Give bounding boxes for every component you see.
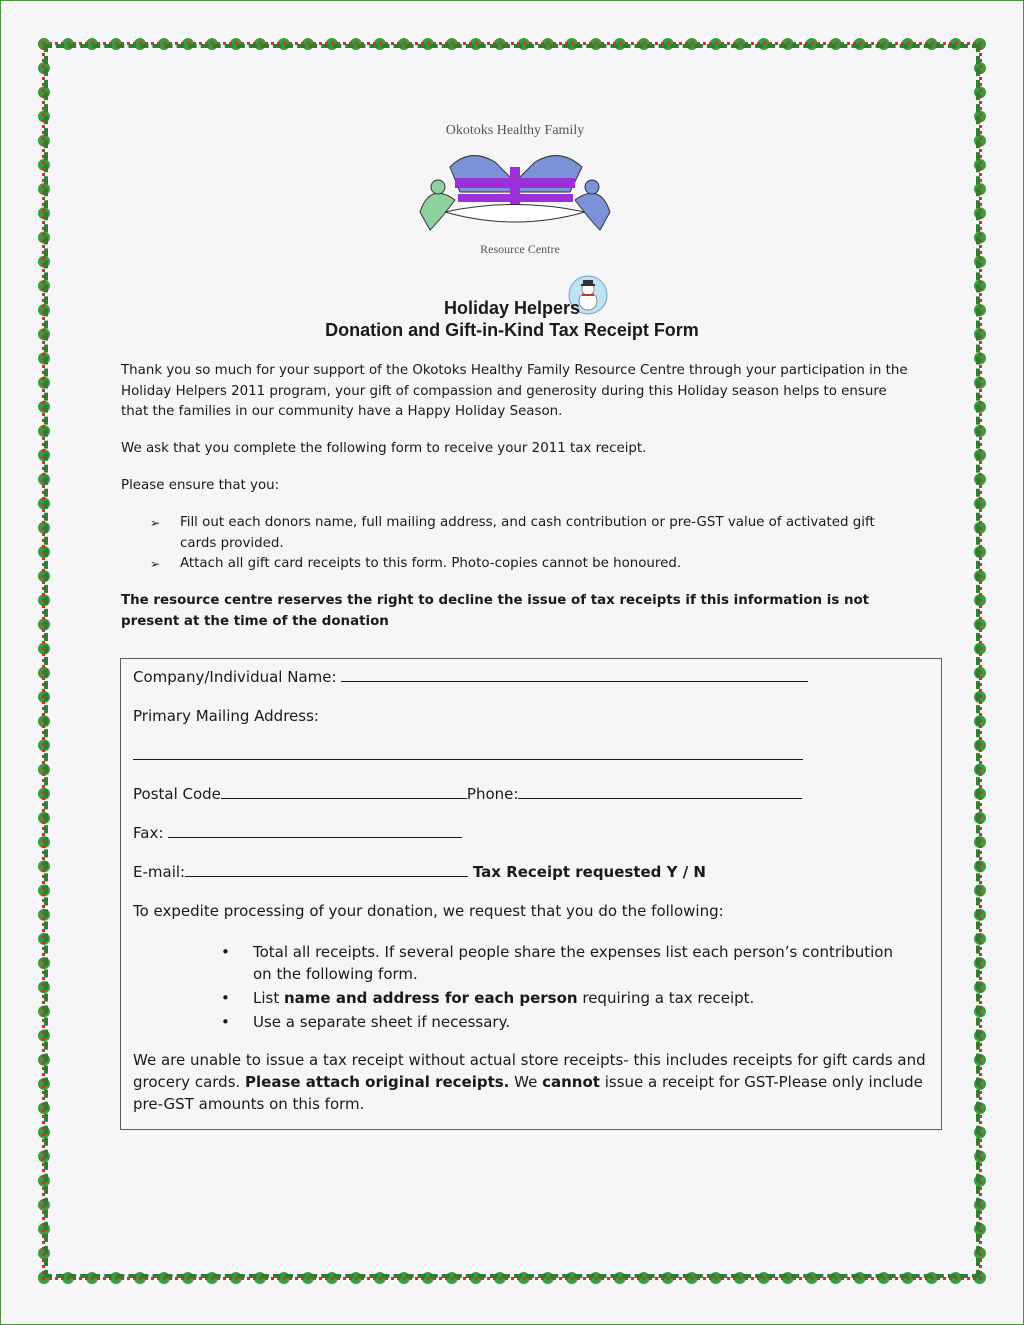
donation-form <box>120 658 942 1130</box>
list-item-bold: name and address for each person <box>284 989 578 1007</box>
arrowhead-bullet-icon: ➢ <box>150 516 161 530</box>
list-item <box>150 513 890 554</box>
fax-row <box>133 822 462 844</box>
ask-paragraph: We ask that you complete the following form to receive your 2011 tax receipt. <box>121 441 647 456</box>
page-title: Holiday Helpers <box>443 298 581 318</box>
bullet-icon: • <box>221 1013 230 1031</box>
closing-bold: cannot <box>542 1073 600 1091</box>
list-item <box>150 554 890 575</box>
name-row <box>133 666 808 688</box>
email-field[interactable] <box>185 861 468 877</box>
logo-icon <box>410 112 620 262</box>
expedite-text: To expedite processing of your donation, we request that you do the following: <box>133 902 724 920</box>
closing-text: We are unable to issue a tax receipt without actual store receipts- this includes receipts for gift cards and grocery cards. <box>133 1051 926 1091</box>
email-label: E-mail: <box>133 863 186 881</box>
closing-text: We <box>509 1073 543 1091</box>
name-label: Company/Individual Name: <box>133 668 337 686</box>
closing-text: issue a receipt for GST-Please only include pre-GST amounts on this form. <box>133 1073 923 1113</box>
list-item-text: Attach all gift card receipts to this form. Photo-copies cannot be honoured. <box>180 556 682 571</box>
address-label: Primary Mailing Address: <box>133 707 319 725</box>
logo-top-text: Okotoks Healthy Family <box>445 123 585 138</box>
phone-label: Phone: <box>466 785 519 803</box>
address-field[interactable] <box>133 744 803 760</box>
fax-field[interactable] <box>168 822 462 838</box>
address-line-row <box>133 744 803 766</box>
list-item-text: Fill out each donors name, full mailing address, and cash contribution or pre-GST value of activated gift cards provided. <box>180 515 875 551</box>
list-item <box>221 941 911 985</box>
list-item <box>221 987 911 1009</box>
ensure-heading: Please ensure that you: <box>121 478 280 493</box>
list-item-text: requiring a tax receipt. <box>577 989 755 1007</box>
list-item-text: Total all receipts. If several people share the expenses list each person’s contribution on the following form. <box>253 943 893 983</box>
list-item-text: List <box>253 989 284 1007</box>
logo-bottom-text: Resource Centre <box>480 242 560 256</box>
closing-paragraph <box>133 1049 928 1115</box>
postal-field[interactable] <box>221 783 467 799</box>
bullet-icon: • <box>221 943 230 961</box>
address-row <box>133 705 319 727</box>
closing-bold: Please attach original receipts. <box>245 1073 510 1091</box>
intro-paragraph: Thank you so much for your support of the Okotoks Healthy Family Resource Centre through your participation in the Holiday Helpers 2011 program, your gift of compassion and generosity during this Holiday season helps to ensure that the families in our community have a Happy Holiday Season. <box>121 363 908 419</box>
tax-receipt-label: Tax Receipt requested Y / N <box>472 863 706 881</box>
name-field[interactable] <box>341 666 808 682</box>
ensure-list <box>150 513 890 575</box>
postal-label: Postal Code <box>133 785 221 803</box>
instruction-list <box>221 941 911 1035</box>
fax-label: Fax: <box>133 824 164 842</box>
bold-notice: The resource centre reserves the right to decline the issue of tax receipts if this information is not present at the time of the donation <box>121 593 870 629</box>
phone-field[interactable] <box>518 783 802 799</box>
list-item-text: Use a separate sheet if necessary. <box>253 1013 511 1031</box>
arrowhead-bullet-icon: ➢ <box>150 557 161 571</box>
postal-phone-row <box>133 783 802 805</box>
email-row <box>133 861 706 883</box>
list-item <box>221 1011 911 1033</box>
bullet-icon: • <box>221 989 230 1007</box>
page-subtitle: Donation and Gift-in-Kind Tax Receipt Form <box>325 320 699 340</box>
expedite-row <box>133 900 724 922</box>
